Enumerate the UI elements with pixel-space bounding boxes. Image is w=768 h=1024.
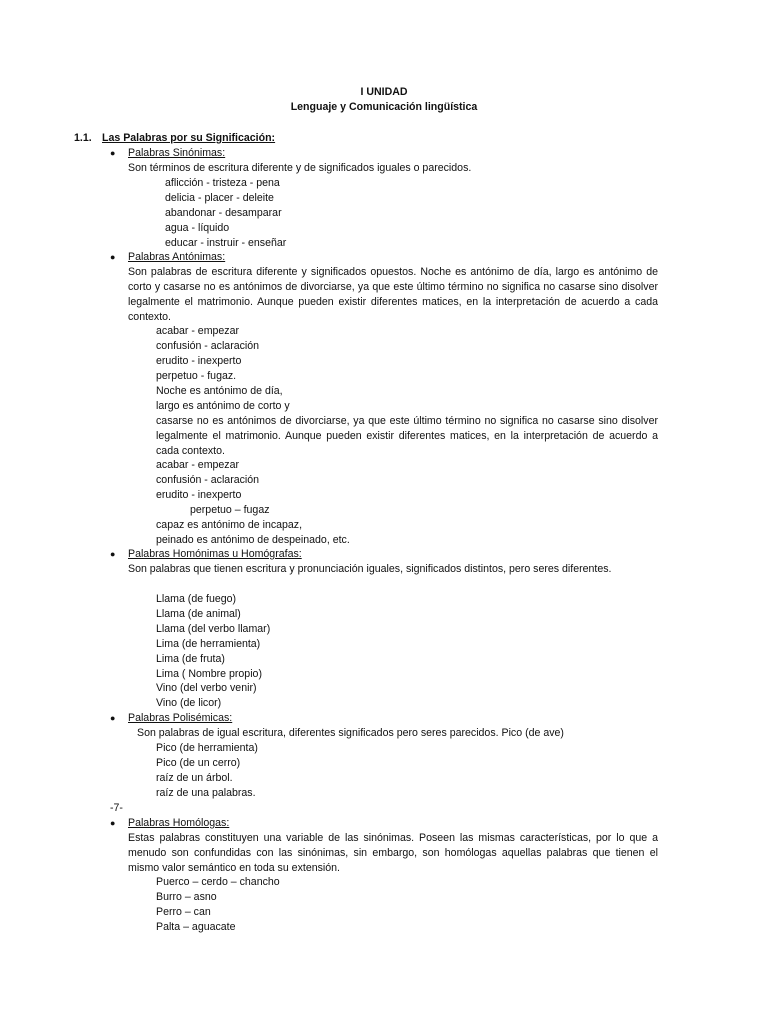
- antonimas-definition: Son palabras de escritura diferente y significados opuestos. Noche es antónimo de día, largo es antónimo de corto y casarse no es antónimos de divorciarse, ya que este último término no significa no casarse sino disolver legalmente el matrimonio. Aunque pueden existir diferentes matices, en la interpretación de acuerdo a cada contexto.: [128, 266, 658, 323]
- list-item: raíz de un árbol.: [156, 771, 233, 784]
- list-item: delicia - placer - deleite: [165, 191, 274, 204]
- homonimas-definition: Son palabras que tienen escritura y pronunciación iguales, significados distintos, pero seres diferentes.: [128, 563, 612, 575]
- list-item: Lima (de fruta): [156, 652, 225, 665]
- list-item: Lima ( Nombre propio): [156, 667, 262, 680]
- polisemicas-examples: [156, 741, 258, 801]
- list-item: Llama (de animal): [156, 607, 241, 620]
- antonimas-examples-a: [156, 324, 290, 413]
- bullet-icon: ●: [110, 549, 116, 559]
- antonimas-paragraph: casarse no es antónimos de divorciarse, ya que este último término no significa no casarse sino disolver legalmente el matrimonio. Aunque pueden existir diferentes matices, en la interpretación de acuerdo a cada contexto.: [156, 415, 658, 457]
- antonimas-label: Palabras Antónimas:: [128, 251, 226, 263]
- polisemicas-definition: Son palabras de igual escritura, diferentes significados pero seres parecidos. Pico (de ave): [137, 727, 564, 739]
- section-title: Las Palabras por su Significación:: [102, 132, 276, 144]
- list-item: perpetuo - fugaz.: [156, 369, 237, 382]
- list-item: confusión - aclaración: [156, 473, 260, 486]
- sinonimas-label: Palabras Sinónimas:: [128, 147, 226, 159]
- list-item: raíz de una palabras.: [156, 786, 256, 799]
- list-item: Llama (del verbo llamar): [156, 622, 271, 635]
- list-item: acabar - empezar: [156, 459, 240, 471]
- bullet-icon: ●: [110, 252, 116, 262]
- bullet-polisemicas: [110, 711, 232, 726]
- list-item: aflicción - tristeza - pena: [165, 177, 280, 189]
- list-item: agua - líquido: [165, 221, 230, 234]
- list-item: acabar - empezar: [156, 325, 240, 337]
- section-number: 1.1.: [74, 132, 92, 144]
- unit-title: I UNIDAD: [360, 86, 408, 98]
- list-item: Palta – aguacate: [156, 920, 236, 933]
- list-item: perpetuo – fugaz: [190, 504, 270, 516]
- list-item: Lima (de herramienta): [156, 637, 261, 650]
- sinonimas-definition: Son términos de escritura diferente y de significados iguales o parecidos.: [128, 162, 472, 174]
- bullet-homonimas: [110, 547, 302, 562]
- antonimas-examples-c: [156, 518, 350, 548]
- bullet-sinonimas: [110, 146, 225, 161]
- homonimas-label: Palabras Homónimas u Homógrafas:: [128, 548, 302, 560]
- bullet-antonimas: [110, 250, 225, 265]
- list-item: largo es antónimo de corto y: [156, 399, 290, 412]
- antonimas-indented-example: [190, 503, 270, 518]
- homologas-label: Palabras Homólogas:: [128, 817, 230, 829]
- list-item: Pico (de herramienta): [156, 742, 258, 754]
- list-item: Pico (de un cerro): [156, 756, 241, 769]
- list-item: Perro – can: [156, 905, 211, 918]
- homologas-definition: Estas palabras constituyen una variable de las sinónimas. Poseen las mismas características, por lo que a menudo son confundidas con las sinónimas, sin embargo, son homólogas aquellas palabras que tienen el mismo valor semántico en toda su extensión.: [128, 832, 658, 874]
- bullet-icon: ●: [110, 818, 116, 828]
- list-item: Llama (de fuego): [156, 593, 237, 605]
- homologas-examples: [156, 875, 280, 935]
- sinonimas-examples: [165, 176, 286, 251]
- antonimas-examples-b: [156, 458, 259, 503]
- list-item: confusión - aclaración: [156, 339, 260, 352]
- unit-subtitle: Lenguaje y Comunicación lingüística: [290, 101, 478, 113]
- list-item: capaz es antónimo de incapaz,: [156, 519, 303, 531]
- page-number: -7-: [110, 802, 123, 814]
- list-item: abandonar - desamparar: [165, 206, 282, 219]
- list-item: Vino (de licor): [156, 697, 222, 710]
- list-item: Vino (del verbo venir): [156, 682, 257, 695]
- polisemicas-label: Palabras Polisémicas:: [128, 712, 233, 724]
- bullet-icon: ●: [110, 148, 116, 158]
- bullet-icon: ●: [110, 713, 116, 723]
- section-heading: [74, 131, 275, 146]
- list-item: educar - instruir - enseñar: [165, 236, 287, 249]
- homonimas-examples: [156, 592, 270, 711]
- list-item: erudito - inexperto: [156, 488, 242, 501]
- bullet-homologas: [110, 816, 229, 831]
- list-item: erudito - inexperto: [156, 354, 242, 367]
- list-item: Puerco – cerdo – chancho: [156, 876, 280, 888]
- list-item: Burro – asno: [156, 890, 217, 903]
- list-item: peinado es antónimo de despeinado, etc.: [156, 533, 350, 546]
- list-item: Noche es antónimo de día,: [156, 384, 283, 397]
